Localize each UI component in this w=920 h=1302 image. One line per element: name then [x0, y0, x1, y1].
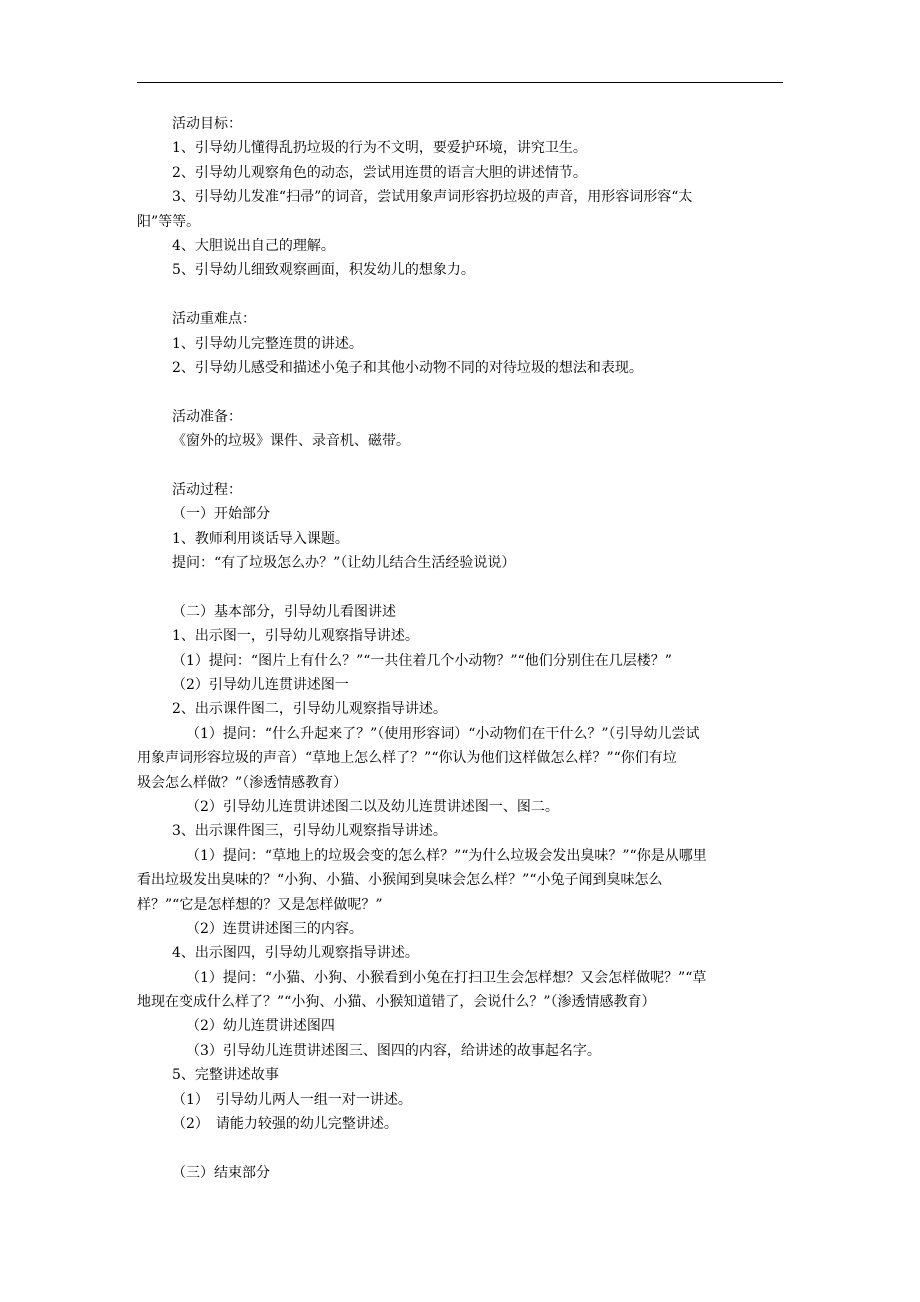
key-point-item: 2、引导幼儿感受和描述小兔子和其他小动物不同的对待垃圾的想法和表现。: [172, 359, 643, 376]
process-substep-continuation: 圾会怎么样做？”（渗透情感教育）: [137, 774, 348, 791]
process-part-title: （二）基本部分，引导幼儿看图讲述: [172, 603, 396, 620]
section-heading-preparation: 活动准备：: [172, 408, 242, 425]
process-substep: （1）提问：“草地上的垃圾会变的怎么样？”“为什么垃圾会发出臭味？”“你是从哪里: [186, 847, 707, 864]
process-substep: （2）引导幼儿连贯讲述图一: [172, 676, 349, 693]
process-substep: （3）引导幼儿连贯讲述图三、图四的内容，给讲述的故事起名字。: [186, 1042, 601, 1059]
goal-item: 5、引导幼儿细致观察画面，积发幼儿的想象力。: [172, 262, 475, 279]
goal-item: 2、引导幼儿观察角色的动态，尝试用连贯的语言大胆的讲述情节。: [172, 164, 587, 181]
process-substep-continuation: 看出垃圾发出臭味的？“小狗、小猫、小猴闻到臭味会怎么样？”“小兔子闻到臭味怎么: [137, 872, 663, 889]
process-substep: （1）提问：“什么升起来了？”（使用形容词）“小动物们在干什么？”（引导幼儿尝试: [186, 725, 700, 742]
process-step: 4、出示图四，引导幼儿观察指导讲述。: [172, 945, 419, 962]
document-body: [137, 112, 783, 1185]
process-step: 1、出示图一，引导幼儿观察指导讲述。: [172, 628, 419, 645]
process-substep: （2）引导幼儿连贯讲述图二以及幼儿连贯讲述图一、图二。: [186, 798, 559, 815]
preparation-item: 《窗外的垃圾》课件、录音机、磁带。: [172, 433, 410, 450]
section-heading-goals: 活动目标：: [172, 116, 242, 132]
key-point-item: 1、引导幼儿完整连贯的讲述。: [172, 335, 363, 352]
section-heading-process: 活动过程：: [172, 481, 242, 498]
goal-item-continuation: 阳”等等。: [137, 213, 201, 230]
process-substep: （1）提问：“图片上有什么？”“一共住着几个小动物？”“他们分别住在几层楼？”: [172, 652, 672, 669]
goal-item: 1、引导幼儿懂得乱扔垃圾的行为不文明，要爱护环境，讲究卫生。: [172, 140, 587, 157]
goal-item: 4、大胆说出自己的理解。: [172, 237, 335, 254]
process-part-title: （三）结束部分: [172, 1164, 270, 1181]
process-substep: （1）提问：“小猫、小狗、小猴看到小兔在打扫卫生会怎样想？又会怎样做呢？”“草: [186, 969, 707, 986]
process-part-title: （一）开始部分: [172, 506, 270, 523]
process-step: 3、出示课件图三，引导幼儿观察指导讲述。: [172, 823, 447, 840]
header-rule: [137, 82, 783, 83]
process-substep: （2） 请能力较强的幼儿完整讲述。: [172, 1116, 398, 1133]
process-substep-continuation: 用象声词形容垃圾的声音）“草地上怎么样了？”“你认为他们这样做怎么样？”“你们有垃: [137, 750, 677, 767]
spacer: [137, 453, 783, 477]
process-line: 提问：“有了垃圾怎么办？”（让幼儿结合生活经验说说）: [172, 555, 516, 572]
spacer: [137, 380, 783, 404]
spacer: [137, 1136, 783, 1160]
spacer: [137, 575, 783, 599]
section-heading-key-points: 活动重难点：: [172, 311, 256, 328]
process-substep-continuation: 地现在变成什么样了？”“小狗、小猫、小猴知道错了，会说什么？”（渗透情感教育）: [137, 994, 656, 1011]
process-step: 2、出示课件图二，引导幼儿观察指导讲述。: [172, 701, 447, 718]
process-step: 5、完整讲述故事: [172, 1067, 279, 1084]
process-line: 1、教师利用谈话导入课题。: [172, 530, 349, 547]
process-substep: （2）幼儿连贯讲述图四: [186, 1018, 335, 1035]
process-substep: （1） 引导幼儿两人一组一对一讲述。: [172, 1091, 412, 1108]
goal-item: 3、引导幼儿发准“扫帚”的词音，尝试用象声词形容扔垃圾的声音，用形容词形容“太: [172, 189, 693, 206]
process-substep: （2）连贯讲述图三的内容。: [186, 920, 363, 937]
process-substep-continuation: 样？”“它是怎样想的？又是怎样做呢？”: [137, 896, 383, 913]
spacer: [137, 283, 783, 307]
